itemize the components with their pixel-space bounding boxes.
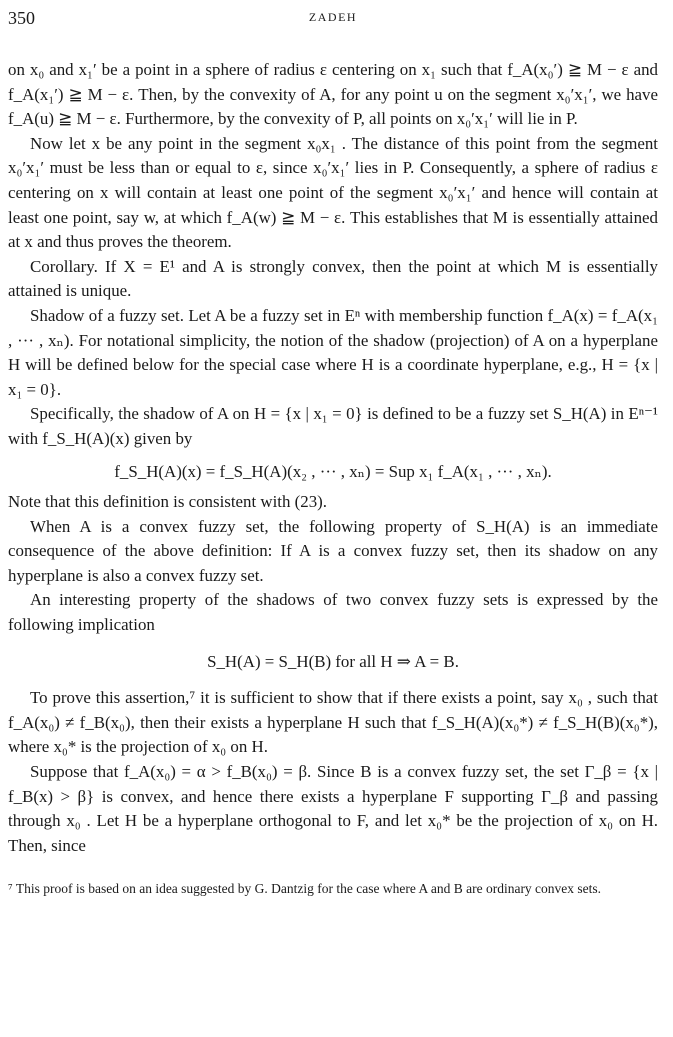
paragraph-specifically: Specifically, the shadow of A on H = {x | x₁ = 0} is defined to be a fuzzy set S_H(A) in Eⁿ⁻¹ with f_S_H(A)(x) given by — [8, 404, 658, 448]
equation-shadow: f_S_H(A)(x) = f_S_H(A)(x₂ , ··· , xₙ) = Sup x₁ f_A(x₁ , ··· , xₙ). — [114, 461, 552, 481]
shadow-definition-paragraph: Shadow of a fuzzy set. Let A be a fuzzy set in Eⁿ with membership function f_A(x) = f_A(x₁ , ··· , xₙ). For notational simplicity, the notion of the shadow (projection) of A on a hyperplane H will be defined below for the special case where H is a coordinate hyperplane, e.g., H = {x | x₁ = 0}. — [8, 305, 658, 399]
footnote: ⁷ This proof is based on an idea suggested by G. Dantzig for the case where A and B are ordinary convex sets. — [8, 881, 602, 897]
paragraph-consistent: Note that this definition is consistent with (23). — [8, 492, 328, 512]
running-head: ZADEH — [308, 10, 358, 24]
paragraph-2: Now let x be any point in the segment x₀x₁ . The distance of this point from the segment x₀′x₁′ must be less than or equal to ε, since x₀′x₁′ lies in P. Consequently, a sphere of radius ε centering on x will contain at least one point of the segment x₀′x₁′ and hence will contain at least one point, say w, at which f_A(w) ≧ M − ε. This establishes that M is essentially attained at x and thus proves the theorem. — [8, 133, 658, 252]
paper-page — [8, 8, 658, 899]
paragraph-proof: To prove this assertion,⁷ it is sufficient to show that if there exists a point, say x₀ , such that f_A(x₀) ≠ f_B(x₀), then their exists a hyperplane H such that f_S_H(A)(x₀*) ≠ f_S_H(B)(x₀*), where x₀* is the projection of x₀ on H. — [8, 688, 658, 757]
paragraph-suppose: Suppose that f_A(x₀) = α > f_B(x₀) = β. Since B is a convex fuzzy set, the set Γ_β = {x | f_B(x) > β} is convex, and hence there exists a hyperplane F supporting Γ_β and passing through x₀ . Let H be a hyperplane orthogonal to F, and let x₀* be the projection of x₀ on H. Then, since — [8, 762, 658, 855]
page-number: 350 — [8, 8, 35, 28]
paragraph-1: on x₀ and x₁′ be a point in a sphere of radius ε centering on x₁ such that f_A(x₀′) ≧ M − ε and f_A(x₁′) ≧ M − ε. Then, by the convexity of A, for any point u on the segment x₀′x₁′, we have f_A(u) ≧ M − ε. Furthermore, by the convexity of P, all points on x₀′x₁′ will lie in P. — [8, 60, 658, 129]
equation-implication: S_H(A) = S_H(B) for all H ⇒ A = B. — [207, 651, 459, 671]
corollary: Corollary. If X = E¹ and A is strongly convex, then the point at which M is essentially attained is unique. — [8, 256, 658, 301]
body-text — [8, 58, 658, 858]
paragraph-interesting: An interesting property of the shadows of two convex fuzzy sets is expressed by the following implication — [8, 590, 658, 635]
page-header — [8, 8, 658, 36]
paragraph-convex-property: When A is a convex fuzzy set, the following property of S_H(A) is an immediate consequence of the above definition: If A is a convex fuzzy set, then its shadow on any hyperplane is also a convex fuzzy set. — [8, 516, 658, 585]
